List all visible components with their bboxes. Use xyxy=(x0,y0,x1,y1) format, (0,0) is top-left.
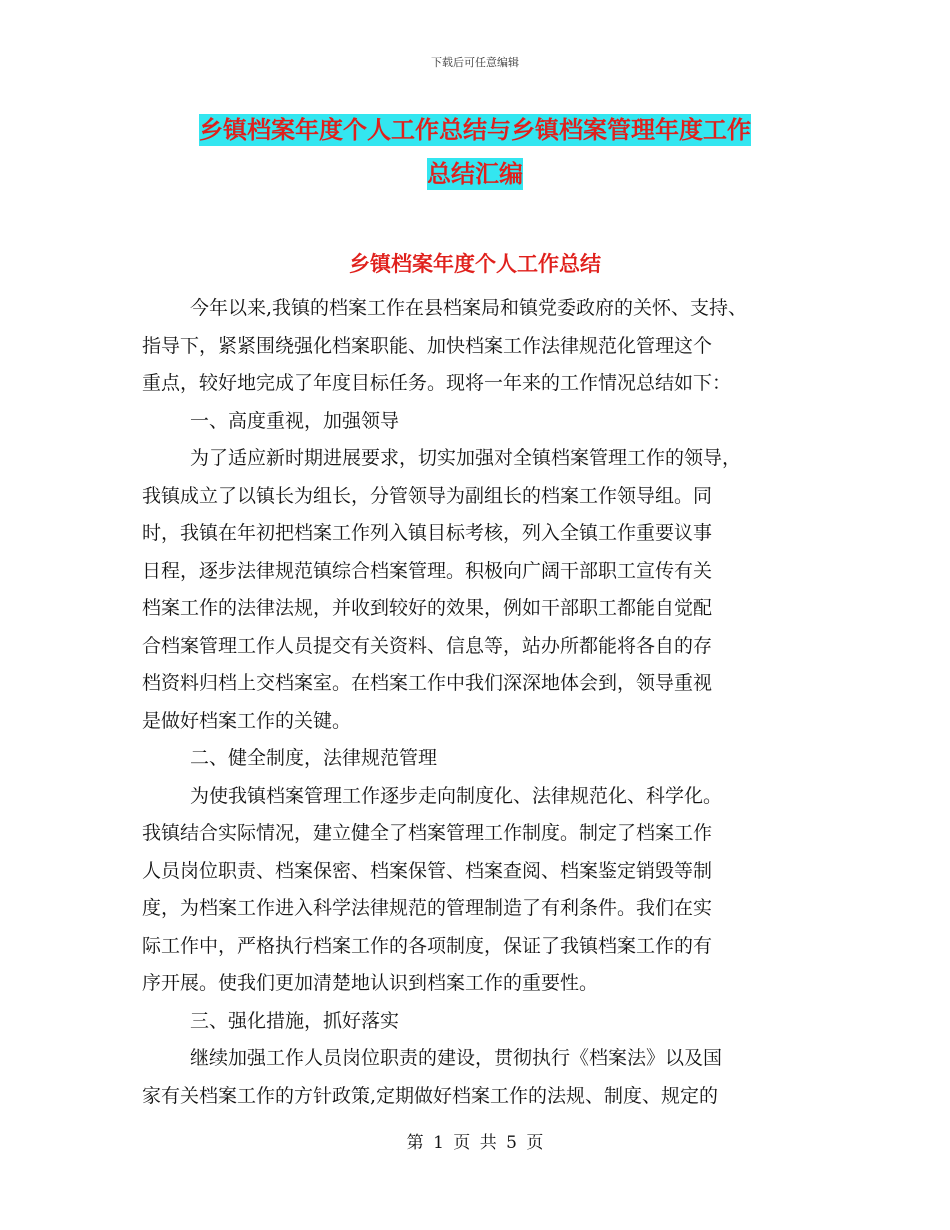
body-line: 为使我镇档案管理工作逐步走向制度化、法律规范化、科学化。 xyxy=(190,784,723,807)
body-line: 一、高度重视，加强领导 xyxy=(190,409,400,432)
body-line: 二、健全制度，法律规范管理 xyxy=(190,747,438,769)
body-line: 我镇结合实际情况，建立健全了档案管理工作制度。制定了档案工作 xyxy=(142,822,713,844)
body-line: 度，为档案工作进入科学法律规范的管理制造了有利条件。我们在实 xyxy=(142,897,713,919)
body-line: 档资料归档上交档案室。在档案工作中我们深深地体会到，领导重视 xyxy=(142,672,713,694)
body-line: 际工作中，严格执行档案工作的各项制度，保证了我镇档案工作的有 xyxy=(142,934,713,957)
document-title xyxy=(0,108,950,196)
page-number: 第 1 页 共 5 页 xyxy=(406,1133,544,1153)
body-line: 今年以来,我镇的档案工作在县档案局和镇党委政府的关怀、支持、 xyxy=(190,297,748,319)
body-line: 时，我镇在年初把档案工作列入镇目标考核，列入全镇工作重要议事 xyxy=(142,522,713,544)
body-line: 三、强化措施，抓好落实 xyxy=(190,1009,400,1032)
body-line: 继续加强工作人员岗位职责的建设，贯彻执行《档案法》以及国 xyxy=(190,1047,723,1069)
body-line: 家有关档案工作的方针政策,定期做好档案工作的法规、制度、规定的 xyxy=(142,1084,719,1107)
body-line: 合档案管理工作人员提交有关资料、信息等，站办所都能将各自的存 xyxy=(142,634,713,657)
body-line: 为了适应新时期进展要求，切实加强对全镇档案管理工作的领导， xyxy=(190,447,742,469)
body-line: 档案工作的法律法规，并收到较好的效果，例如干部职工都能自觉配 xyxy=(142,597,713,619)
body-line: 序开展。使我们更加清楚地认识到档案工作的重要性。 xyxy=(142,972,599,994)
body-line: 指导下，紧紧围绕强化档案职能、加快档案工作法律规范化管理这个 xyxy=(142,334,713,357)
section-title: 乡镇档案年度个人工作总结 xyxy=(349,252,601,276)
body-line: 日程，逐步法律规范镇综合档案管理。积极向广阔干部职工宣传有关 xyxy=(142,559,713,582)
body-text xyxy=(142,290,842,1115)
title-line-2: 总结汇编 xyxy=(427,160,523,188)
page-header-note: 下载后可任意编辑 xyxy=(431,56,519,69)
body-line: 重点，较好地完成了年度目标任务。现将一年来的工作情况总结如下： xyxy=(142,372,732,394)
body-line: 是做好档案工作的关键。 xyxy=(142,709,352,732)
title-line-1: 乡镇档案年度个人工作总结与乡镇档案管理年度工作 xyxy=(199,116,751,144)
body-line: 我镇成立了以镇长为组长，分管领导为副组长的档案工作领导组。同 xyxy=(142,484,713,507)
body-line: 人员岗位职责、档案保密、档案保管、档案查阅、档案鉴定销毁等制 xyxy=(142,859,713,882)
